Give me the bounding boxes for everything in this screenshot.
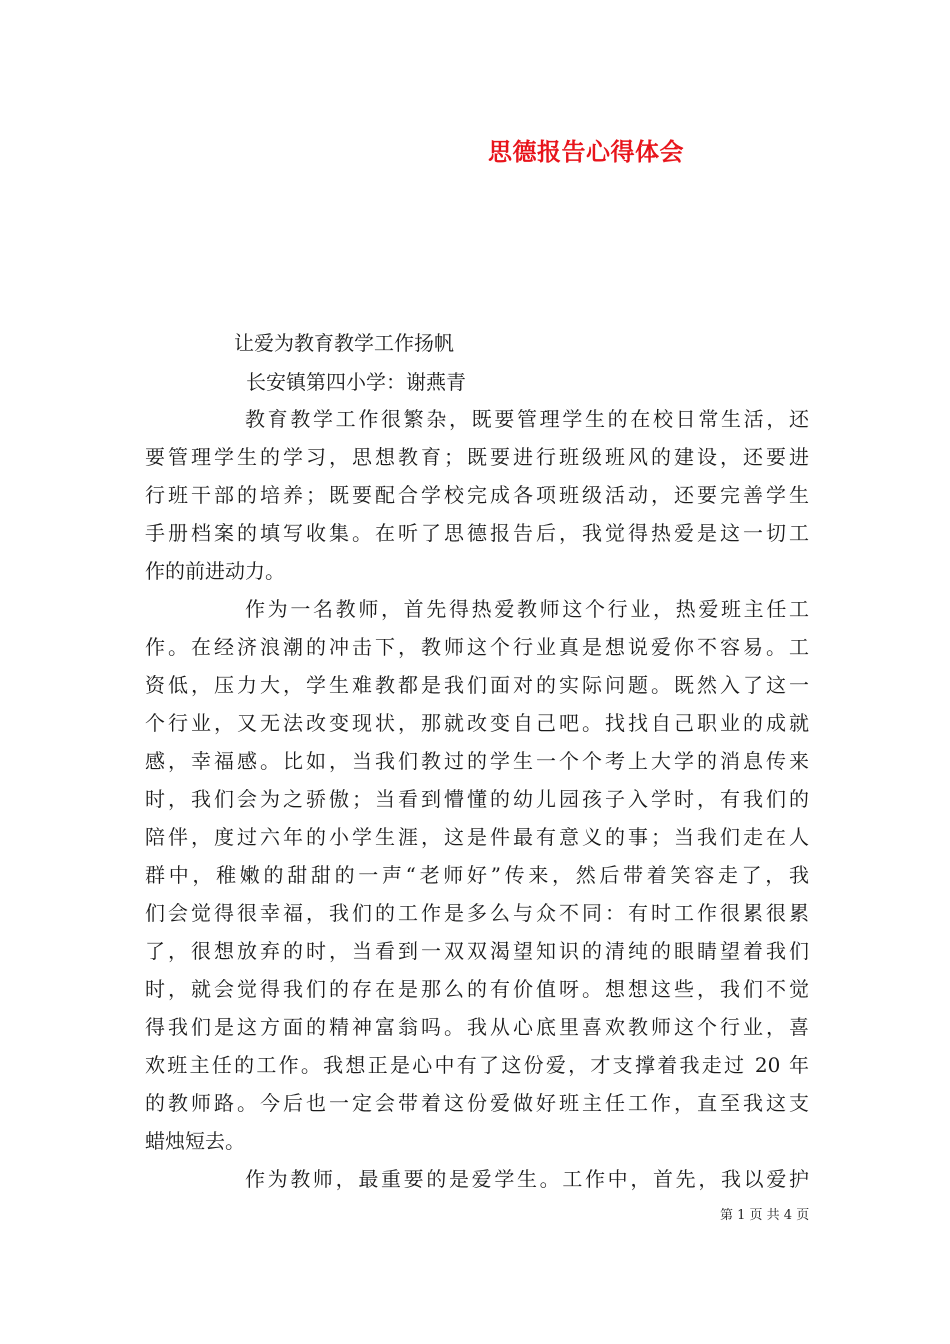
body-line: 要管理学生的学习，思想教育；既要进行班级班风的建设，还要进 bbox=[145, 445, 809, 469]
body-line: 陪伴，度过六年的小学生涯，这是件最有意义的事；当我们走在人 bbox=[145, 825, 809, 849]
body-line: 得我们是这方面的精神富翁吗。我从心底里喜欢教师这个行业，喜 bbox=[145, 1015, 809, 1039]
body-line: 们会觉得很幸福，我们的工作是多么与众不同：有时工作很累很累 bbox=[145, 901, 809, 925]
document-title: 思德报告心得体会 bbox=[488, 137, 684, 166]
body-line: 了，很想放弃的时，当看到一双双渴望知识的清纯的眼睛望着我们 bbox=[145, 939, 809, 963]
body-line: 作为教师，最重要的是爱学生。工作中，首先，我以爱护 bbox=[245, 1167, 809, 1191]
article-author: 长安镇第四小学：谢燕青 bbox=[246, 370, 466, 394]
body-line: 作。在经济浪潮的冲击下，教师这个行业真是想说爱你不容易。工 bbox=[145, 635, 809, 659]
article-body bbox=[145, 400, 809, 1198]
page-number-footer: 第 1 页 共 4 页 bbox=[720, 1208, 810, 1223]
body-line: 的教师路。今后也一定会带着这份爱做好班主任工作，直至我这支 bbox=[145, 1091, 809, 1115]
article-subtitle: 让爱为教育教学工作扬帆 bbox=[234, 331, 454, 355]
body-line: 作为一名教师，首先得热爱教师这个行业，热爱班主任工 bbox=[245, 597, 809, 621]
body-line: 个行业，又无法改变现状，那就改变自己吧。找找自己职业的成就 bbox=[145, 711, 809, 735]
body-line: 作的前进动力。 bbox=[145, 559, 285, 583]
body-line: 时，我们会为之骄傲；当看到懵懂的幼儿园孩子入学时，有我们的 bbox=[145, 787, 809, 811]
body-line: 手册档案的填写收集。在听了思德报告后，我觉得热爱是这一切工 bbox=[145, 521, 809, 545]
body-line: 群中，稚嫩的甜甜的一声“老师好”传来，然后带着笑容走了，我 bbox=[145, 863, 809, 887]
body-line: 蜡烛短去。 bbox=[145, 1129, 245, 1153]
body-line: 行班干部的培养；既要配合学校完成各项班级活动，还要完善学生 bbox=[145, 483, 809, 507]
body-line: 资低，压力大，学生难教都是我们面对的实际问题。既然入了这一 bbox=[145, 673, 809, 697]
body-line: 感，幸福感。比如，当我们教过的学生一个个考上大学的消息传来 bbox=[145, 749, 809, 773]
body-line: 时，就会觉得我们的存在是那么的有价值呀。想想这些，我们不觉 bbox=[145, 977, 809, 1001]
body-line: 欢班主任的工作。我想正是心中有了这份爱，才支撑着我走过 20 年 bbox=[145, 1053, 809, 1077]
body-line: 教育教学工作很繁杂，既要管理学生的在校日常生活，还 bbox=[245, 407, 809, 431]
